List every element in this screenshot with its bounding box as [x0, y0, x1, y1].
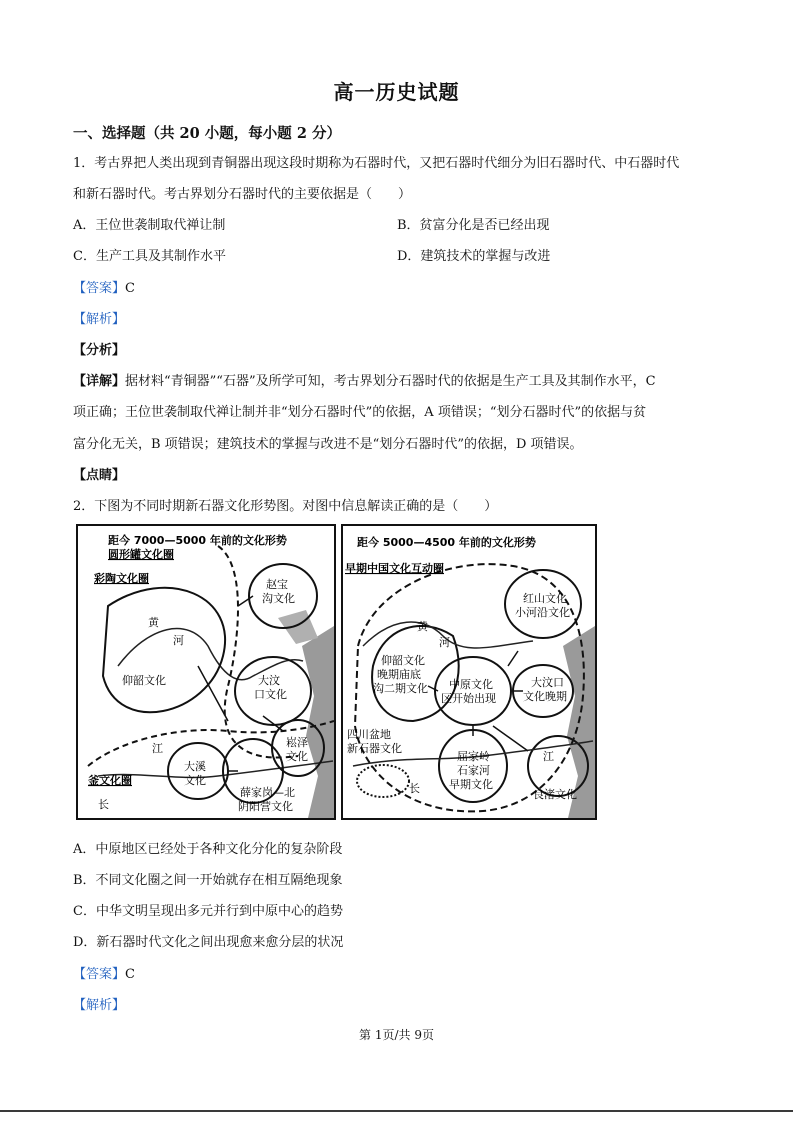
map-left-graphic [78, 526, 334, 818]
label-huang: 黄 [417, 620, 428, 633]
q2-answer-row [73, 963, 135, 982]
page-footer: 第 1页/共 9页 [359, 1028, 434, 1042]
label-he: 河 [173, 634, 184, 647]
q1-detail-line2: 项正确；王位世袭制取代禅让制并非“划分石器时代”的依据，A 项错误；“划分石器时代”的依据与贫 [73, 405, 647, 420]
label-he: 河 [439, 636, 450, 649]
q1-option-a: A．王位世袭制取代禅让制 [73, 218, 226, 233]
q1-detail-line1 [73, 370, 656, 389]
label-huang: 黄 [148, 616, 159, 629]
label-hongshan-2: 小河沿文化 [515, 606, 570, 619]
arrow [508, 651, 518, 666]
label-zhaobaogou-1: 赵宝 [266, 578, 288, 591]
section-heading: 一、选择题（共 20 小题，每小题 2 分） [73, 125, 341, 142]
label-central-2: 区开始出现 [441, 692, 496, 705]
q2-option-d: D．新石器时代文化之间出现愈来愈分层的状况 [73, 935, 344, 950]
yellow-river-line [118, 629, 303, 680]
q1-option-b: B．贫富分化是否已经出现 [397, 218, 550, 233]
label-songze-2: 文化 [286, 750, 308, 763]
q1-detail-line3: 富分化无关，B 项错误；建筑技术的掌握与改进不是“划分石器时代”的依据，D 项错误。 [73, 437, 583, 452]
q2-option-c: C．中华文明呈现出多元并行到中原中心的趋势 [73, 904, 343, 919]
answer-value: C [125, 281, 135, 296]
label-qujialing-2: 石家河 [457, 764, 490, 777]
label-hongshan-1: 红山文化 [523, 592, 567, 605]
label-songze-1: 崧泽 [286, 736, 308, 749]
label-xuejiagang-1: 薛家岗—北 [240, 786, 295, 799]
q2-jiexi-tag: 【解析】 [73, 998, 126, 1013]
label-zhaobaogou-2: 沟文化 [262, 592, 295, 605]
label-yangshao-3: 沟二期文化 [373, 682, 428, 695]
label-liangzhu: 良渚文化 [533, 788, 577, 801]
answer-value: C [125, 967, 135, 982]
label-dawenkou-2: 口文化 [254, 688, 287, 701]
detail-tag: 【详解】 [73, 374, 126, 389]
label-central-1: 中原文化 [449, 678, 493, 691]
q2-option-a: A．中原地区已经处于各种文化分化的复杂阶段 [73, 842, 343, 857]
label-daxi-2: 文化 [184, 774, 206, 787]
page-title: 高一历史试题 [333, 80, 460, 104]
map-right [341, 524, 597, 820]
answer-tag: 【答案】 [73, 281, 126, 296]
q2-stem: 2．下图为不同时期新石器文化形势图。对图中信息解读正确的是（ ） [73, 499, 498, 514]
q1-answer-row [73, 277, 135, 296]
label-qujialing-3: 早期文化 [449, 778, 493, 791]
map-left-title: 距今 7000—5000 年前的文化形势 [108, 534, 287, 547]
arrow [428, 686, 438, 691]
label-dawenkou-2: 文化晚期 [523, 690, 567, 703]
map-left-legend1: 圆形罐文化圈 [108, 548, 174, 561]
q1-stem-line1: 1．考古界把人类出现到青铜器出现这段时期称为石器时代，又把石器时代细分为旧石器时代、中石器时代 [73, 156, 680, 171]
map-left [76, 524, 336, 820]
q1-stem-line2: 和新石器时代。考古界划分石器时代的主要依据是（ ） [73, 187, 412, 202]
q1-option-d: D．建筑技术的掌握与改进 [397, 249, 551, 264]
arrow [198, 666, 228, 721]
label-dawenkou-1: 大汶口 [531, 676, 564, 689]
q1-fenxi-tag: 【分析】 [73, 343, 126, 358]
painted-pottery-circle [103, 588, 225, 712]
map-right-graphic [343, 526, 595, 818]
label-qujialing-1: 屈家岭 [457, 750, 490, 763]
q1-jiexi-tag: 【解析】 [73, 312, 126, 327]
label-yangshao: 仰韶文化 [122, 674, 166, 687]
bottom-rule [0, 1110, 793, 1112]
map-right-title: 距今 5000—4500 年前的文化形势 [357, 536, 536, 549]
label-chang: 长 [409, 782, 420, 795]
detail-text: 据材料“青铜器”“石器”及所学可知，考古界划分石器时代的依据是生产工具及其制作水平，C [125, 374, 656, 389]
central-circle [435, 657, 511, 725]
q1-dianjing-tag: 【点睛】 [73, 468, 126, 483]
label-jiang: 江 [152, 742, 163, 755]
label-chang: 长 [98, 798, 109, 811]
label-dawenkou-1: 大汶 [258, 674, 280, 687]
q2-option-b: B．不同文化圈之间一开始就存在相互隔绝现象 [73, 873, 343, 888]
map-right-legend: 早期中国文化互动圈 [345, 562, 444, 575]
q1-option-c: C．生产工具及其制作水平 [73, 249, 226, 264]
yangtze-line [98, 761, 333, 777]
arrow [493, 726, 528, 751]
label-yangshao-2: 晚期庙底 [377, 668, 421, 681]
label-jiang: 江 [543, 750, 554, 763]
label-sichuan-1: 四川盆地 [347, 728, 391, 741]
answer-tag: 【答案】 [73, 967, 126, 982]
label-fu-circle: 釜文化圈 [88, 774, 132, 787]
map-left-legend2: 彩陶文化圈 [94, 572, 149, 585]
label-xuejiagang-2: 阴阳营文化 [238, 800, 293, 813]
label-yangshao-1: 仰韶文化 [381, 654, 425, 667]
label-sichuan-2: 新石器文化 [347, 742, 402, 755]
label-daxi-1: 大溪 [184, 760, 206, 773]
